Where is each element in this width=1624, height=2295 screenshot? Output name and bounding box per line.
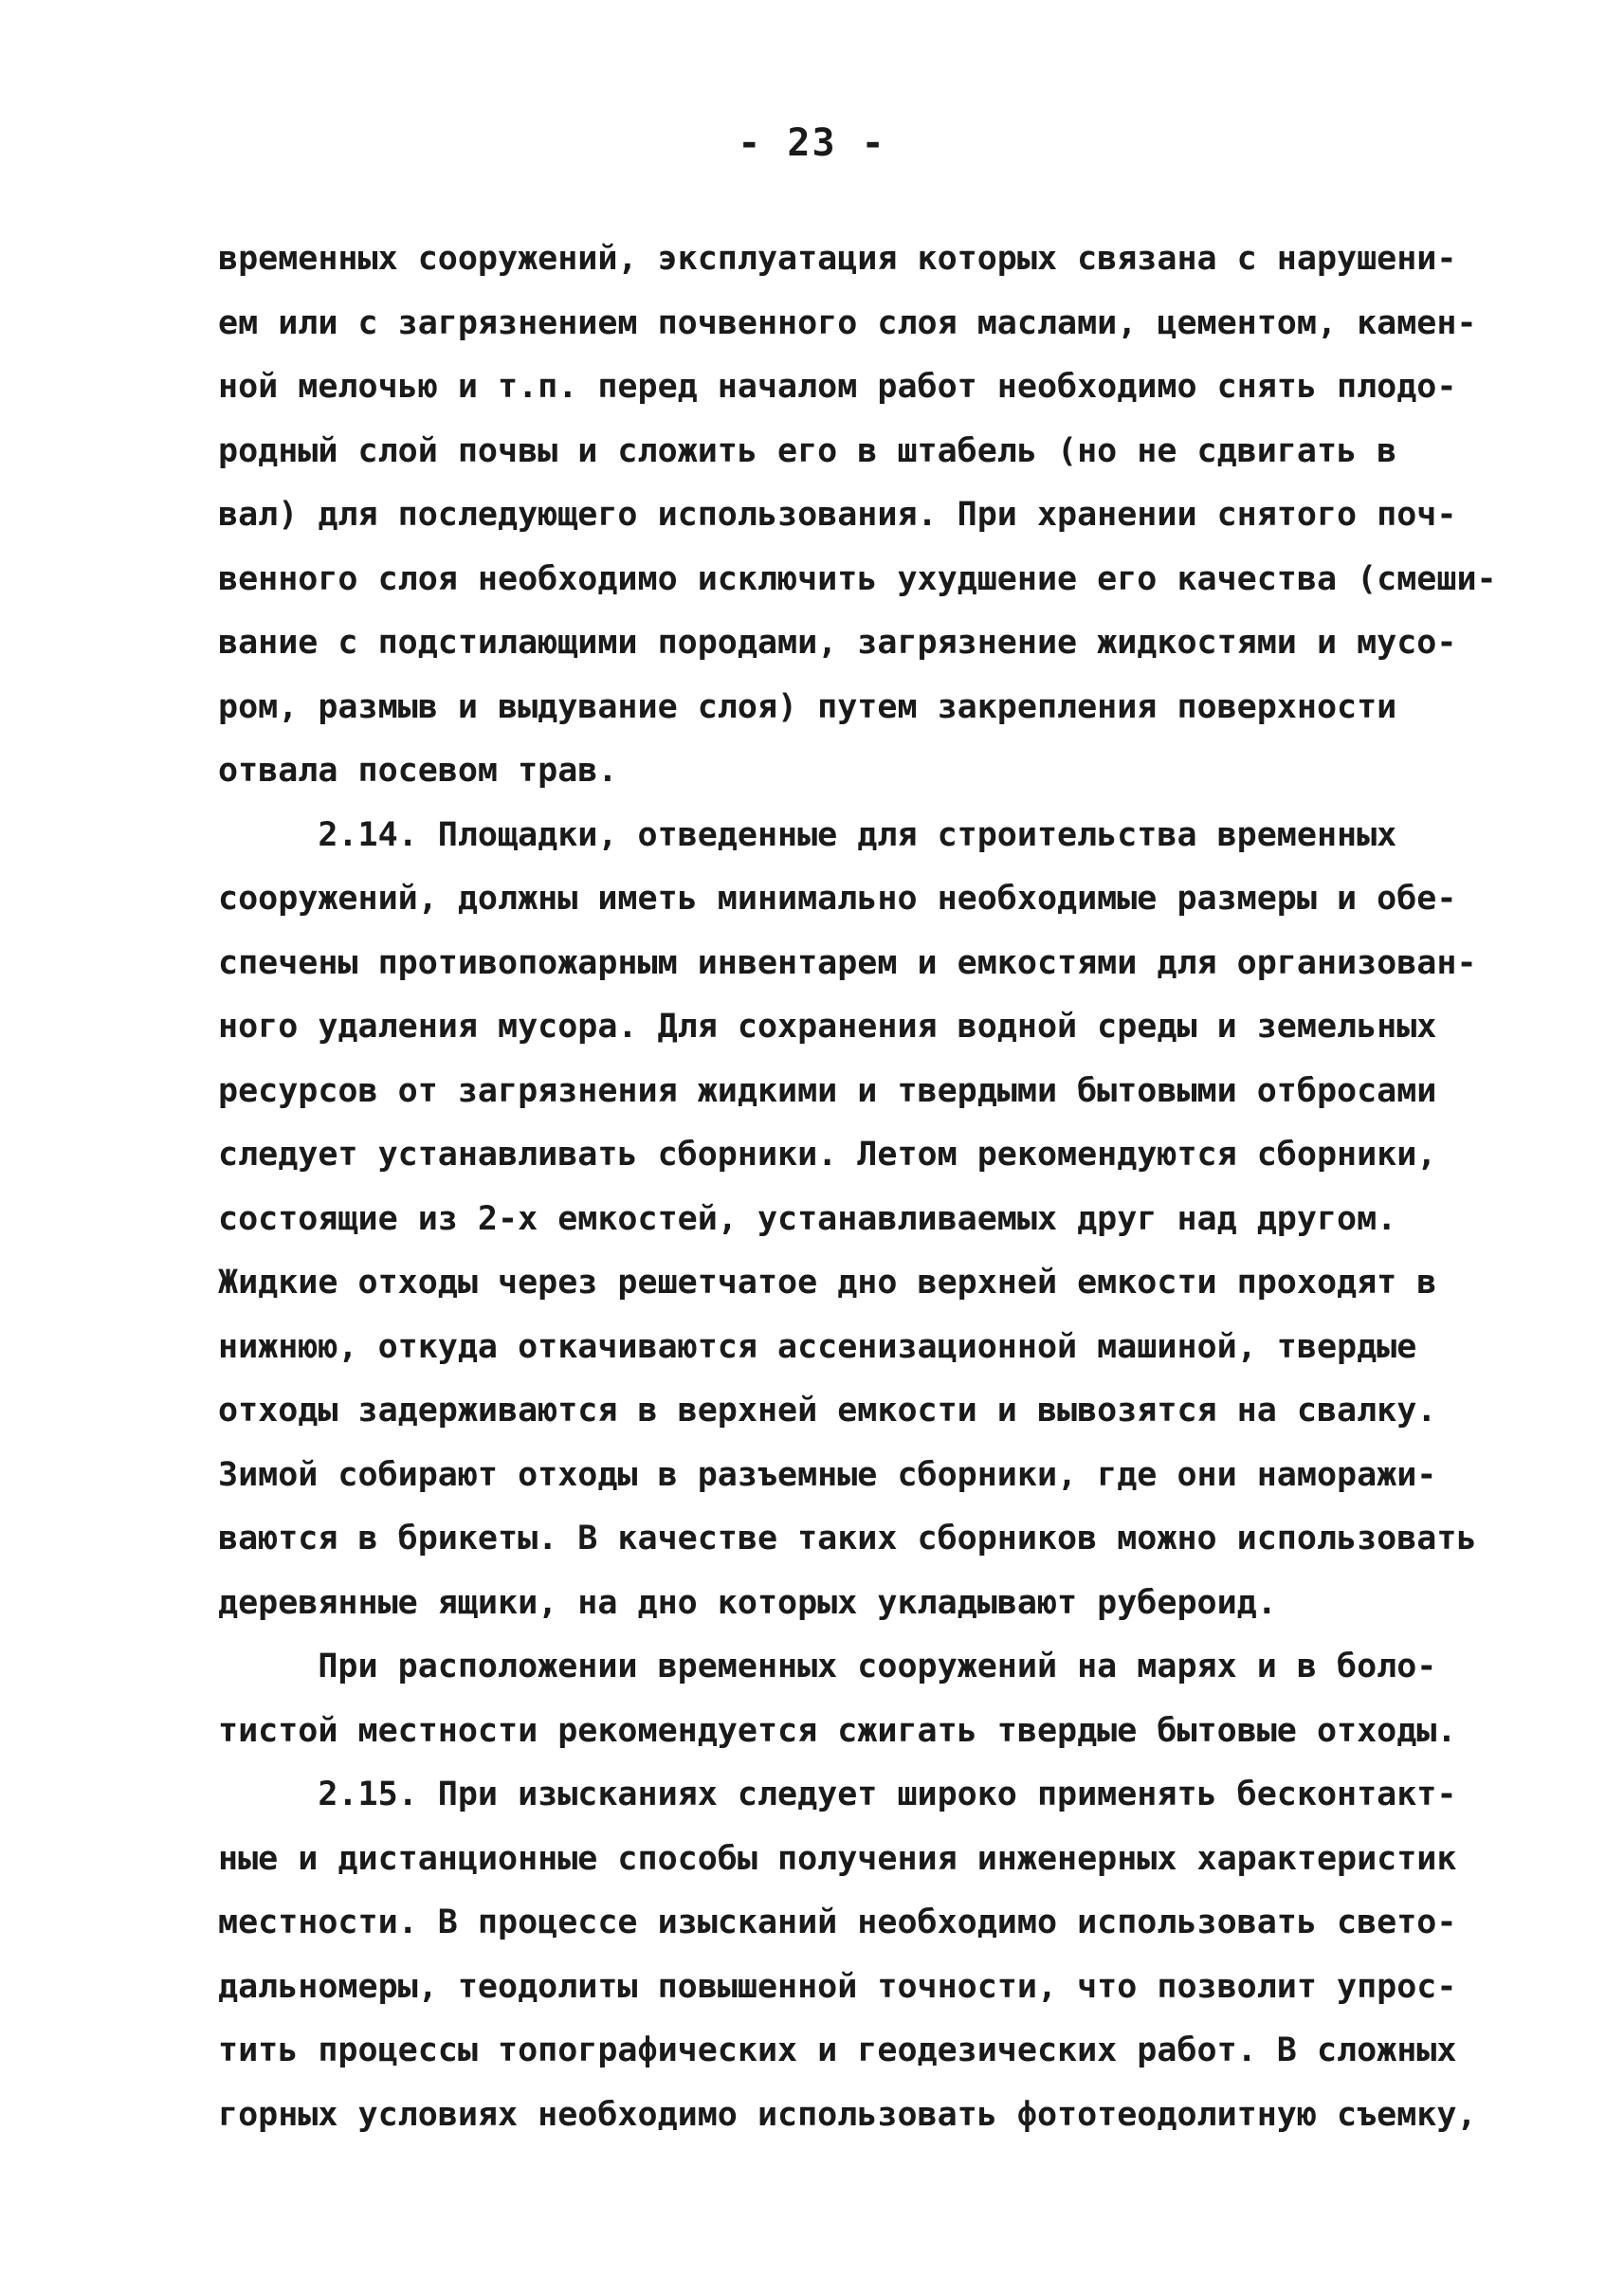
text-line: местности. В процессе изысканий необходимо использовать свето- (218, 1903, 1457, 1941)
text-line: ресурсов от загрязнения жидкими и твердыми бытовыми отбросами (218, 1071, 1437, 1110)
text-line: Зимой собирают отходы в разъемные сборники, где они наморажи- (218, 1455, 1437, 1494)
text-line: ваются в брикеты. В качестве таких сборников можно использовать (218, 1520, 1477, 1557)
text-line: 2.14. Площадки, отведенные для строительства временных (218, 815, 1397, 854)
text-line: временных сооружений, эксплуатация которых связана с нарушени- (218, 240, 1457, 278)
text-line: тить процессы топографических и геодезических работ. В сложных (218, 2031, 1457, 2069)
text-line: При расположении временных сооружений на марях и в боло- (218, 1648, 1437, 1685)
text-line: тистой местности рекомендуется сжигать твердые бытовые отходы. (218, 1711, 1457, 1750)
text-line: спечены противопожарным инвентарем и емкостями для организован- (218, 943, 1477, 982)
text-line: вал) для последующего использования. При хранении снятого поч- (218, 496, 1457, 534)
text-line: отходы задерживаются в верхней емкости и вывозятся на свалку. (218, 1392, 1437, 1430)
text-line: деревянные ящики, на дно которых укладывают рубероид. (218, 1583, 1277, 1622)
text-line: сооружений, должны иметь минимально необходимые размеры и обе- (218, 880, 1457, 918)
text-line: отвала посевом трав. (218, 752, 618, 790)
text-line: Жидкие отходы через решетчатое дно верхней емкости проходят в (218, 1264, 1437, 1302)
page-number: - 23 - (738, 121, 886, 165)
body-text (218, 228, 1497, 2147)
text-line: горных условиях необходимо использовать фототеодолитную съемку, (218, 2095, 1477, 2134)
text-line: ного удаления мусора. Для сохранения водной среды и земельных (218, 1008, 1437, 1046)
text-line: ром, размыв и выдувание слоя) путем закрепления поверхности (218, 687, 1397, 726)
text-line: нижнюю, откуда откачиваются ассенизационной машиной, твердые (218, 1327, 1417, 1366)
text-line: венного слоя необходимо исключить ухудшение его качества (смеши- (218, 559, 1497, 598)
text-line: дальномеры, теодолиты повышенной точности, что позволит упрос- (218, 1967, 1457, 2006)
text-line: состоящие из 2-х емкостей, устанавливаемых друг над другом. (218, 1199, 1397, 1238)
text-line: родный слой почвы и сложить его в штабель (но не сдвигать в (218, 431, 1397, 470)
text-line: следует устанавливать сборники. Летом рекомендуются сборники, (218, 1136, 1437, 1174)
text-line: ные и дистанционные способы получения инженерных характеристик (218, 1839, 1457, 1878)
text-line: ем или с загрязнением почвенного слоя маслами, цементом, камен- (218, 303, 1477, 342)
text-line: ной мелочью и т.п. перед началом работ необходимо снять плодо- (218, 368, 1457, 406)
text-line: вание с подстилающими породами, загрязнение жидкостями и мусо- (218, 624, 1457, 662)
text-line: 2.15. При изысканиях следует широко применять бесконтакт- (218, 1776, 1457, 1813)
